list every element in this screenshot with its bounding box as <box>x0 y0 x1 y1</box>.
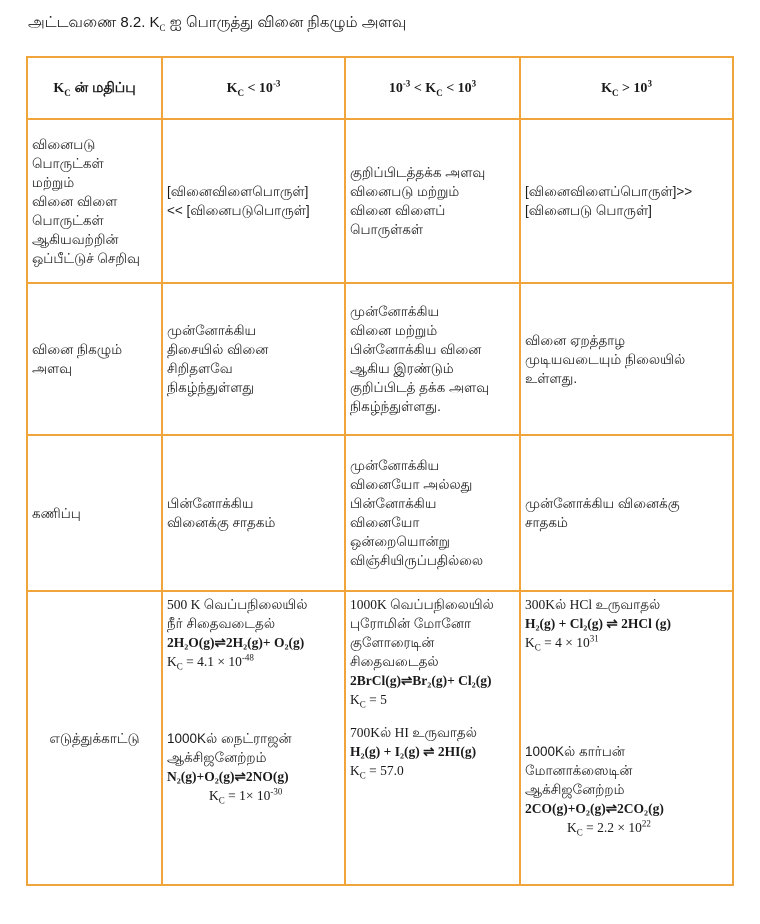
table-row <box>27 435 733 591</box>
cell-predict-large: முன்னோக்கிய வினைக்கு சாதகம் <box>520 435 733 591</box>
cell-ratio-small: [வினைவிளைபொருள்] << [வினைபடுபொருள்] <box>162 119 345 283</box>
caption-subscript: C <box>159 23 166 33</box>
table-row <box>27 283 733 435</box>
kc-extent-table <box>26 56 734 886</box>
row-label-prediction: கணிப்பு <box>27 435 162 591</box>
cell-extent-large: வினை ஏறத்தாழ முடியவடையும் நிலையில் உள்ளது. <box>520 283 733 435</box>
header-kc-small: $K_C < 10^{-3}$ <box>162 57 345 119</box>
caption-text: அட்டவணை 8.2. K <box>28 14 160 31</box>
cell-predict-small: பின்னோக்கிய வினைக்கு சாதகம் <box>162 435 345 591</box>
cell-extent-mid: முன்னோக்கிய வினை மற்றும் பின்னோக்கிய வினை ஆகிய இரண்டும் குறிப்பிடத் தக்க அளவு நிகழ்ந்துள்ளது. <box>345 283 520 435</box>
header-row <box>27 57 733 119</box>
cell-ratio-mid: குறிப்பிடத்தக்க அளவு வினைபடு மற்றும் வினை விளைப் பொருள்கள் <box>345 119 520 283</box>
table-row <box>27 119 733 283</box>
header-kc-mid: $10^{-3} < K_C < 10^3$ <box>345 57 520 119</box>
row-label-relative-concentration: வினைபடு பொருட்கள் மற்றும் வினை விளை பொருட்கள் ஆகியவற்றின் ஒப்பீட்டுச் செறிவு <box>27 119 162 283</box>
cell-ratio-large: [வினைவிளைப்பொருள்]>> [வினைபடு பொருள்] <box>520 119 733 283</box>
table-caption <box>28 14 406 33</box>
header-kc-value: $K_C$ ன் மதிப்பு <box>27 57 162 119</box>
caption-text-rest: ஐ பொருத்து வினை நிகழும் அளவு <box>165 14 407 31</box>
cell-example-mid: 1000K வெப்பநிலையில் புரோமின் மோனோ குளோரைடின் சிதைவடைதல் 2BrCl(g)⇌Br₂(g)+ Cl₂(g) $K_C = 5$ 700Kல் HI உருவாதல் H₂(g) + I₂(g) ⇌ 2HI(g) $K_C = 57.0$ <box>345 591 520 885</box>
cell-example-large: 300Kல் HCl உருவாதல் H₂(g) + Cl₂(g) ⇌ 2HCl (g) $K_C = 4 \times 10^{31}$ 1000Kல் கார்பன் மோனாக்ஸைடின் ஆக்சிஜனேற்றம் 2CO(g)+O₂(g)⇌2CO₂(g) $K_C = 2.2 \times 10^{22}$ <box>520 591 733 885</box>
cell-extent-small: முன்னோக்கிய திசையில் வினை சிறிதளவே நிகழ்ந்துள்ளது <box>162 283 345 435</box>
row-label-example: எடுத்துக்காட்டு <box>27 591 162 885</box>
table-row <box>27 591 733 885</box>
row-label-extent: வினை நிகழும் அளவு <box>27 283 162 435</box>
header-kc-large: $K_C > 10^3$ <box>520 57 733 119</box>
cell-predict-mid: முன்னோக்கிய வினையோ அல்லது பின்னோக்கிய வினையோ ஒன்றையொன்று விஞ்சியிருப்பதில்லை <box>345 435 520 591</box>
cell-example-small: 500 K வெப்பநிலையில் நீர் சிதைவடைதல் 2H₂O(g)⇌2H₂(g)+ O₂(g) $K_C = 4.1 \times 10^{-48}$ 1000Kல் நைட்ராஜன் ஆக்சிஜனேற்றம் N₂(g)+O₂(g)⇌2NO(g) $K_C = 1\times 10^{-30}$ <box>162 591 345 885</box>
